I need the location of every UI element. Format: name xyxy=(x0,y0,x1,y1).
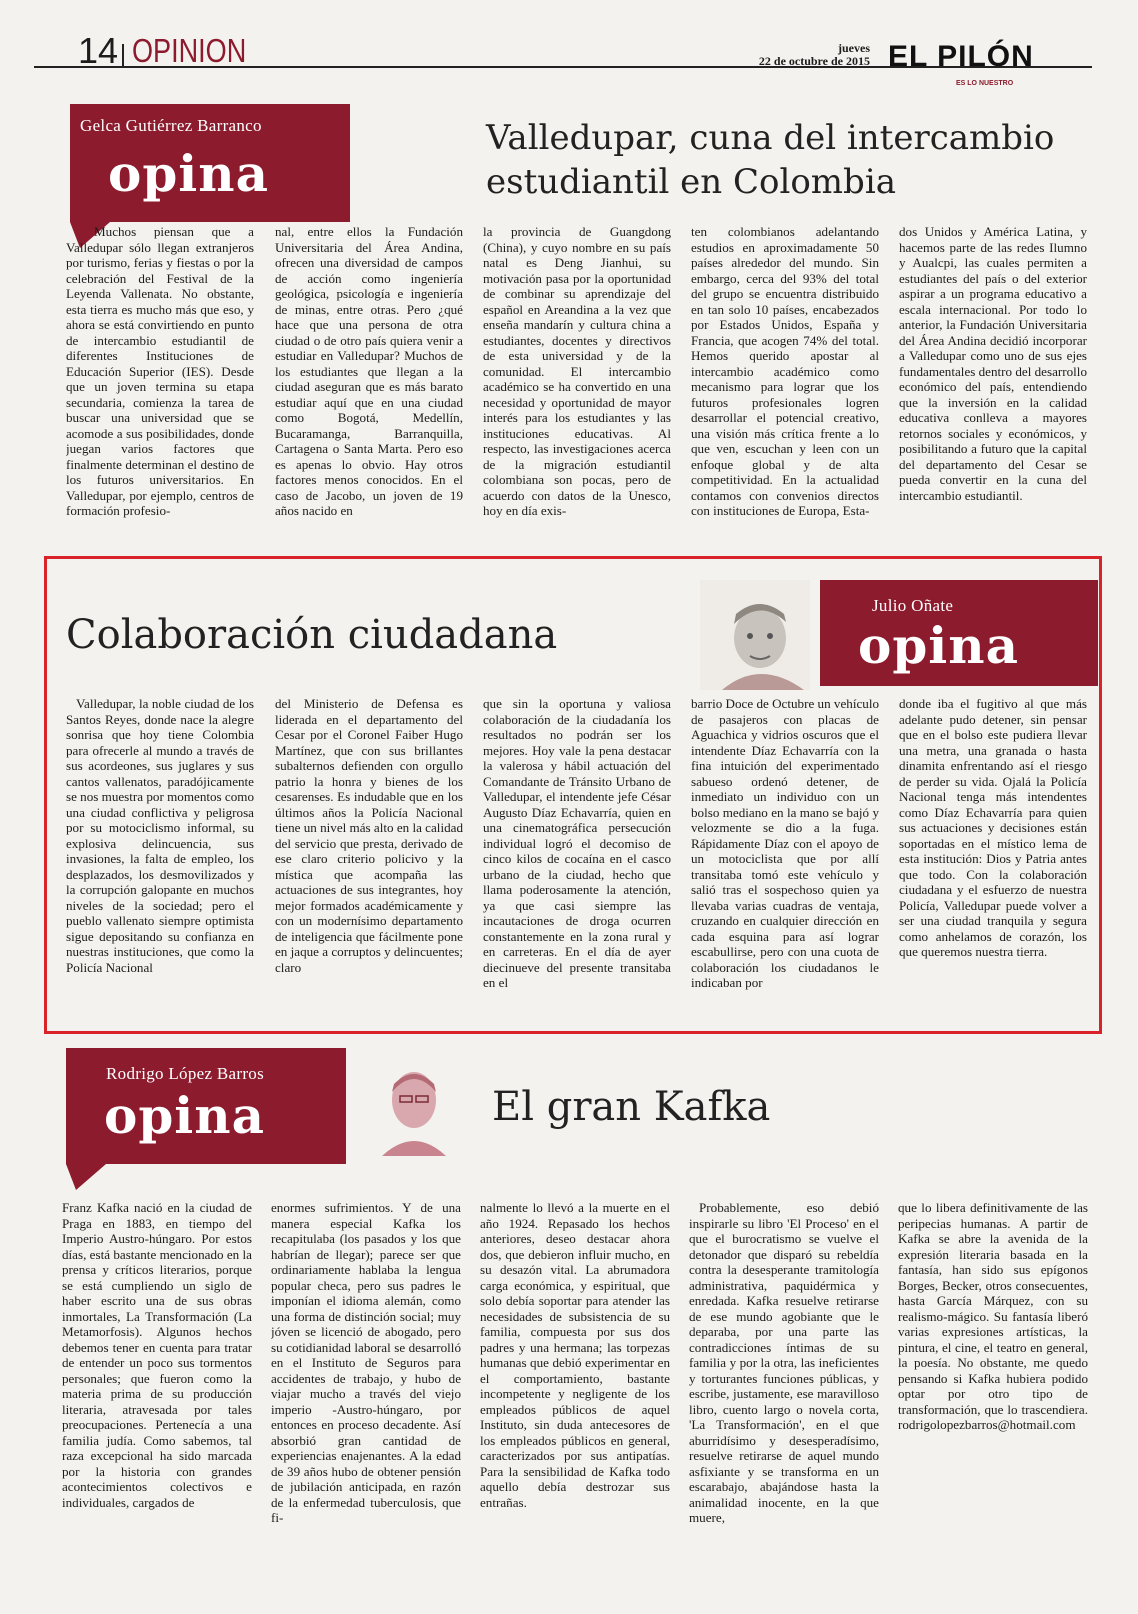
headline: El gran Kafka xyxy=(492,1084,771,1130)
article-column xyxy=(483,224,671,546)
masthead-tagline: ES LO NUESTRO xyxy=(956,80,1014,87)
opina-label: opina xyxy=(858,616,1020,675)
column-text: enormes sufrimientos. Y de una manera especial Kafka los recapitulaba (los pasados y los que habrían de llegar); parece ser que ordinariamente hablaba la lengua popular checa, pero sus padres le imponían el idioma alemán, como una forma de distinción social; muy jóven se licenció de abogado, pero su cotidianidad laboral se desarrolló en el Instituto de Seguros para accidentes de trabajo, y hubo de viajar mucho a través del viejo imperio -Austro-húngaro, por entonces en proceso decadente. Así absorbió gran cantidad de experiencias enajenantes. A la edad de 39 años hubo de obtener pensión de jubilación anticipada, en razón de la enfermedad tuberculosis, que fi- xyxy=(271,1200,461,1525)
headline-line2: estudiantil en Colombia xyxy=(486,162,896,202)
issue-date: 22 de octubre de 2015 xyxy=(758,54,870,68)
article-column xyxy=(689,1200,879,1560)
column-text: del Ministerio de Defensa es liderada en el departamento del Cesar por el Coronel Faiber Hugo Martínez, que con sus brillantes subalternos defienden con orgullo patrio la honra y bienes de los cesarenses. Es indudable que en los últimos años la Policía Nacional tiene un nivel más alto en la calidad del servicio que presta, derivado de ese claro criterio policivo y la mística que acompaña las actuaciones de sus integrantes, hoy mejor formados académicamente y con un modernísimo departamento de inteligencia que fácilmente pone en jaque a corruptos y delincuentes; claro xyxy=(275,696,463,975)
headline: Colaboración ciudadana xyxy=(66,612,558,658)
column-text: que sin la oportuna y valiosa colaboración de la ciudadanía los resultados no podrán ser los mejores. Hoy vale la pena destacar la valerosa y hábil actuación del Comandante de Tránsito Urbano de Valledupar, el intendente jefe César Augusto Díaz Echavarría, quien en una cinematográfica persecución individual logró el decomiso de cinco kilos de cocaína en el casco urbano de la ciudad, hecho que llama poderosamente la atención, ya que casi siempre las incautaciones de droga ocurren constantemente en la zona rural y en carreteras. En el día de ayer diecinueve del presente transitaba en el xyxy=(483,696,671,990)
headline-line1: Valledupar, cuna del intercambio xyxy=(486,118,1055,158)
article-column xyxy=(275,224,463,546)
article-column xyxy=(66,696,254,1016)
column-text: que lo libera definitivamente de las peripecias humanas. A partir de Kafka se abre la avenida de la expresión literaria basada en la fantasía, han sido sus epígonos Borges, Becker, otros consecuentes, hasta García Márquez, con su realismo-mágico. Su fantasía liberó varias expresiones artísticas, la pintura, el cine, el teatro en general, la poesía. No obstante, me quedo pensando si Kafka hubiera podido optar por otro tipo de transformación, que lo trascendiera. rodrigolopezbarros@hotmail.com xyxy=(898,1200,1088,1432)
column-text: nal, entre ellos la Fundación Universitaria del Área Andina, ofrecen una diversidad de campos de acción como ingeniería geológica, psicología e ingeniería de minas, entre otras. Pero ¿qué hace que una persona de otra ciudad o de otro país quiera venir a estudiar en Valledupar? Muchos de los estudiantes que llegan a la ciudad aseguran que es más barato estudiar aquí que en una ciudad como Bogotá, Medellín, Bucaramanga, Barranquilla, Cartagena o Santa Marta. Pero eso es apenas lo obvio. Hay otros factores menos conocidos. En el caso de Jacobo, un joven de 19 años nacido en xyxy=(275,224,463,518)
column-text: nalmente lo llevó a la muerte en el año 1924. Repasado los hechos anteriores, deseo destacar ahora dos, que debieron influir mucho, en su desazón vital. La abrumadora carga económica, y espiritual, que solo debía soportar para atender las necesidades de subsistencia de su familia, compuesta por sus dos padres y una hermana; las torpezas humanas que debió experimentar en el comportamiento, bastante incompetente y negligente de los empleados públicos de aquel Instituto, sin duda antecesores de los empleados públicos en general, caracterizados por sus antipatías. Para la sensibilidad de Kafka todo aquello debía destrozar sus entrañas. xyxy=(480,1200,670,1510)
article-column xyxy=(275,696,463,1016)
article-column xyxy=(62,1200,252,1560)
masthead-logo: EL PILÓN xyxy=(888,40,1034,73)
column-text: donde iba el fugitivo al que más adelante pudo detener, sin pensar que en el bolso este pudiera llevar una metra, una granada o hasta dinamita enfrentando así el riesgo de perder su vida. Ojalá la Policía Nacional tenga más intendentes como Díaz Echavarría para quien sus actuaciones y decisiones están soportadas en el místico lema de esta institución: Dios y Patria antes que todo. Con la colaboración ciudadana y el esfuerzo de nuestra Policía, Valledupar puede volver a ser una ciudad tranquila y segura como anhelamos de corazón, los que queremos nuestra tierra. xyxy=(899,696,1087,959)
opina-label: opina xyxy=(104,1086,266,1145)
article-column xyxy=(691,696,879,1016)
article-column xyxy=(899,696,1087,1016)
column-text: Muchos piensan que a Valledupar sólo llegan extranjeros por turismo, ferias y fiestas o por la celebración del Festival de la Leyenda Vallenata. No obstante, esta tierra es mucho más que eso, y ahora se está convirtiendo en punto de intercambio estudiantil de diferentes Instituciones de Educación Superior (IES). Desde que un joven termina su etapa secundaria, comienza la tarea de buscar una universidad que se acomode a sus posibilidades, donde juegan varios factores que finalmente determinan el destino de los futuros universitarios. En Valledupar, por ejemplo, centros de formación profesio- xyxy=(66,224,254,518)
author-name: Rodrigo López Barros xyxy=(106,1064,265,1083)
column-text: barrio Doce de Octubre un vehículo de pasajeros con placas de Aguachica y vidrios oscuros que el intendente Díaz Echavarría con la fina intuición del experimentado sabueso ordenó detener, de inmediato un individuo con un bolso mediano en la mano se bajó y velozmente se dio a la fuga. Rápidamente Díaz con el apoyo de un motociclista que por allí transitaba tomó este vehículo y salió tras el sospechoso quien ya llevaba varias cuadras de ventaja, cruzando en cualquier dirección en cada esquina para así lograr escabullirse, pero con una cuota de colaboración los ciudadanos le indicaban por xyxy=(691,696,879,990)
article-column xyxy=(271,1200,461,1560)
article-column xyxy=(899,224,1087,546)
column-text: la provincia de Guangdong (China), y cuyo nombre en su país natal es Deng Jianhui, su motivación pasa por la oportunidad de combinar su aprendizaje del español en Areandina a la vez que enseña mandarín y cultura china a estudiantes, docentes y directivos de esta universidad y de la comunidad. El intercambio académico se ha convertido en una necesidad y oportunidad de mayor interés para los estudiantes y las instituciones educativas. Al respecto, las investigaciones acerca de la migración estudiantil colombiana son pocas, pero de acuerdo con datos de la Unesco, hoy en día exis- xyxy=(483,224,671,518)
author-name: Julio Oñate xyxy=(872,596,954,615)
article-column xyxy=(480,1200,670,1560)
article-column xyxy=(66,224,254,546)
author-banner xyxy=(820,580,1098,686)
column-text: Valledupar, la noble ciudad de los Santos Reyes, donde nace la alegre sonrisa que hoy tiene Colombia para ofrecerle al mundo a través de sus acordeones, sus juglares y sus cantos vallenatos, paradójicamente se nos muestra por momentos como una ciudad conflictiva y peligrosa por su motociclismo informal, su explosiva delincuencia, sus invasiones, la falta de empleo, los desplazados, los desmovilizados y la corrupción galopante en muchos niveles de la sociedad; pero el pueblo vallenato siempre optimista sigue depositando su confianza en nuestras instituciones, que como la Policía Nacional xyxy=(66,696,254,975)
column-text: Probablemente, eso debió inspirarle su libro 'El Proceso' en el que el burocratismo se vuelve el detonador que disparó su rebeldía contra la desesperante tramitología administrativa, paquidérmica y enredada. Kafka resuelve retirarse de ese mundo agobiante que le deparaba, por una parte las contradicciones íntimas de su familia y por la otra, las ineficientes y torturantes funciones públicas, y escribe, justamente, ese maravilloso libro, cuento largo o novela corta, 'La Transformación', en el que aburridísimo y desesperadísimo, resuelve retirarse de aquel mundo asfixiante y se transforma en un escarabajo, abajándose hasta la animalidad inocente, en la que muere, xyxy=(689,1200,879,1525)
author-photo xyxy=(374,1056,454,1156)
article-column xyxy=(483,696,671,1016)
author-banner xyxy=(70,104,350,222)
author-name: Gelca Gutiérrez Barranco xyxy=(80,116,262,135)
column-text: ten colombianos adelantando estudios en aproximadamente 50 países alrededor del mundo. Sin embargo, cerca del 93% del total del grupo se encuentra distribuido en tan solo 10 países, encabezados por Estados Unidos, España y Francia, que acogen 74% del total. Hemos querido apostar al intercambio académico como mecanismo para lograr que los futuros profesionales logren desarrollar el potencial creativo, una visión más crítica frente a lo que ven, escuchan y leen con un enfoque global y de alta competitividad. En la actualidad contamos con convenios directos con instituciones de Europa, Esta- xyxy=(691,224,879,518)
opina-label: opina xyxy=(108,144,270,203)
author-photo xyxy=(700,580,810,690)
issue-day: jueves xyxy=(838,41,870,55)
column-text: dos Unidos y América Latina, y hacemos parte de las redes Ilumno y Aualcpi, las cuales permiten a estudiantes del país o del exterior aspirar a un programa educativo a escala internacional. Por todo lo anterior, la Fundación Universitaria del Área Andina decidió incorporar a Valledupar como uno de sus ejes fundamentales dentro del desarrollo económico del país, entendiendo que la inversión en la calidad educativa conlleva a mayores retornos sociales y económicos, y posibilitando a futuro que la capital del departamento del Cesar se pueda convertir en la cuna del intercambio estudiantil. xyxy=(899,224,1087,503)
banner-tail xyxy=(66,1164,106,1190)
column-text: Franz Kafka nació en la ciudad de Praga en 1883, en tiempo del Imperio Austro-húngaro. Por estos días, está bastante mencionado en la prensa y críticos literarios, porque se está cumpliendo un siglo de haber escrito una de sus obras inmortales, La Transformación (La Metamorfosis). Algunos hechos debemos tener en cuenta para tratar de entender un poco sus tormentos personales; que fueron como la materia prima de su producción literaria, atravesada por tales preocupaciones. Pertenecía a una familia judía. Como sabemos, tal raza excepcional ha sido marcada por la historia con grandes acontecimientos colectivos e individuales, cargados de xyxy=(62,1200,252,1510)
section-name: OPINION xyxy=(132,32,247,69)
page-number: 14 xyxy=(78,30,119,71)
author-banner xyxy=(66,1048,346,1164)
article-column xyxy=(691,224,879,546)
header-divider xyxy=(122,44,124,66)
article-column xyxy=(898,1200,1088,1560)
